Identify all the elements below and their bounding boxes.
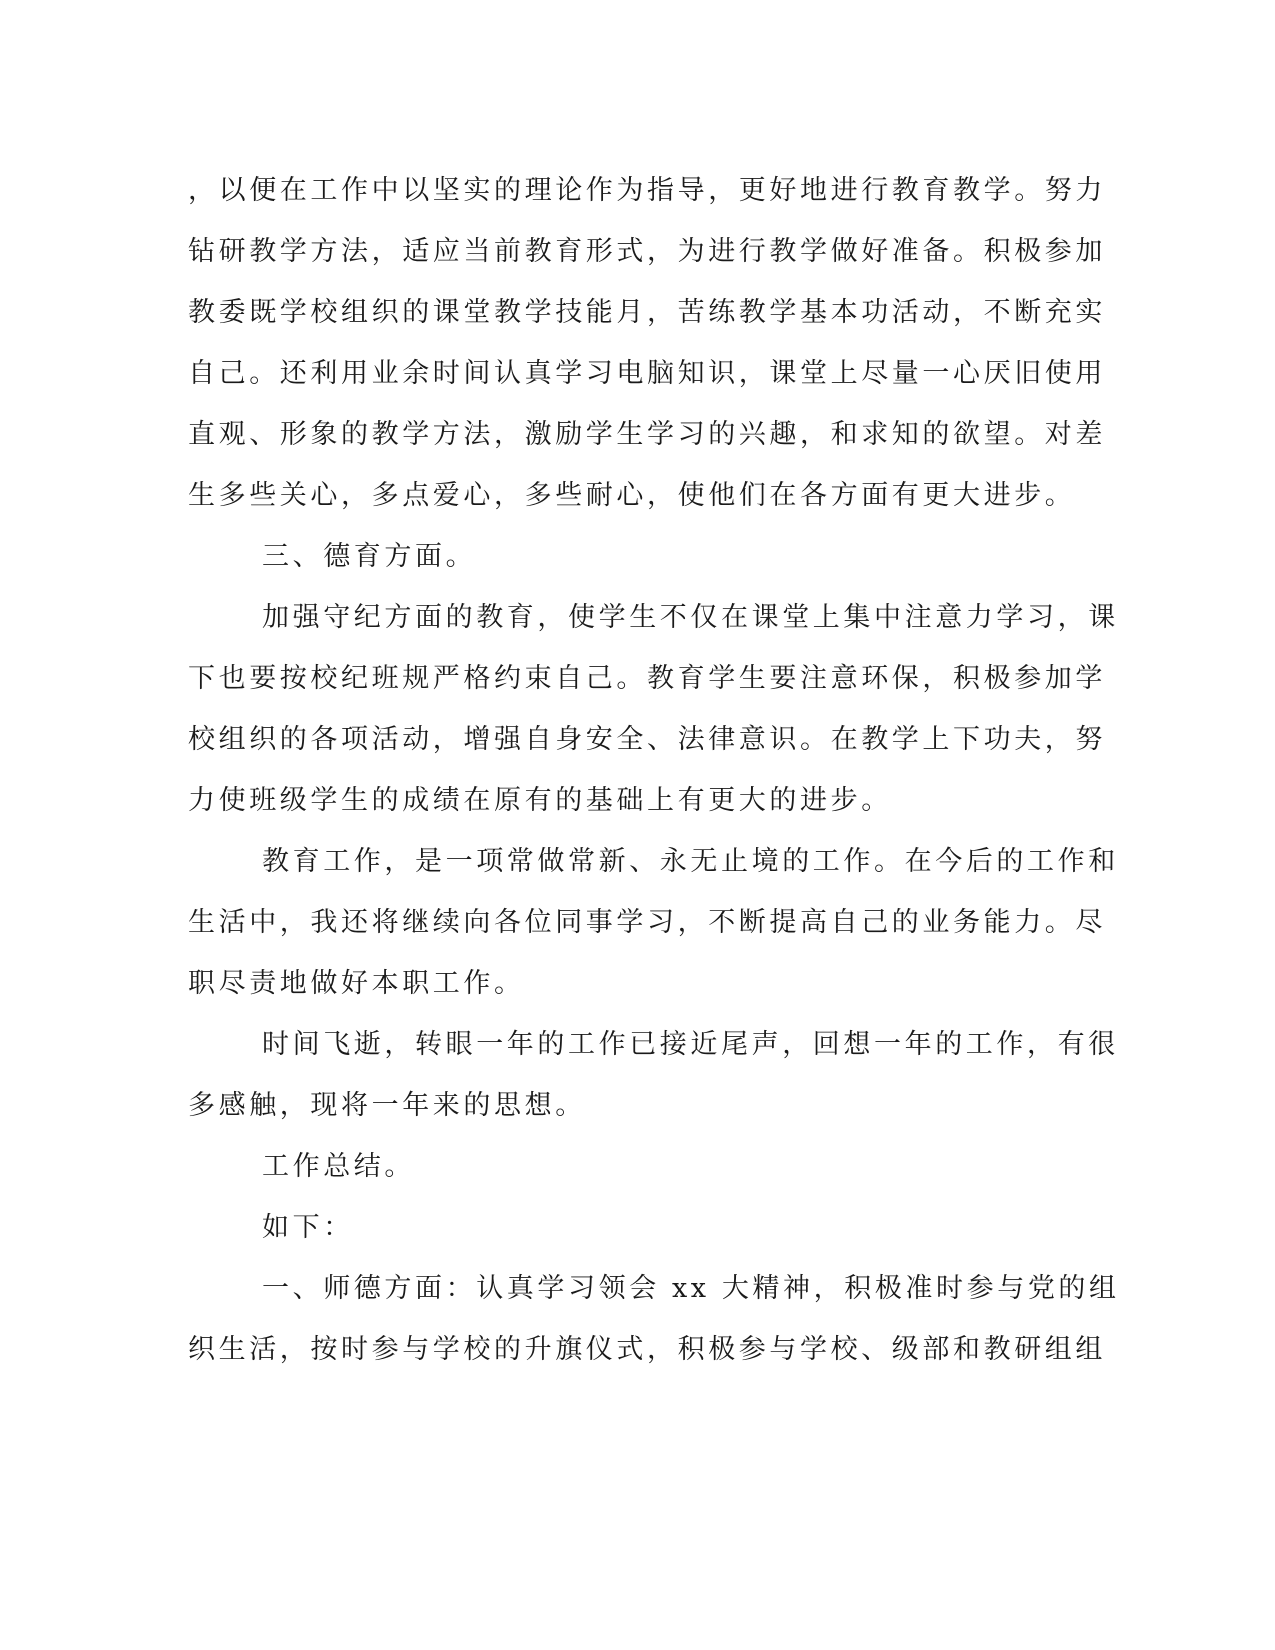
text-line: 教育工作，是一项常做常新、永无止境的工作。在今后的工作和 (262, 846, 1119, 877)
text-line: 加强守纪方面的教育，使学生不仅在课堂上集中注意力学习，课 (262, 602, 1119, 633)
text-line: 工作总结。 (262, 1151, 415, 1182)
text-line: 职尽责地做好本职工作。 (188, 968, 525, 999)
text-line: 多感触，现将一年来的思想。 (188, 1090, 586, 1121)
text-line: 生活中，我还将继续向各位同事学习，不断提高自己的业务能力。尽 (188, 907, 1106, 938)
text-line: 教委既学校组织的课堂教学技能月，苦练教学基本功活动，不断充实 (188, 297, 1106, 328)
text-line: 生多些关心，多点爱心，多些耐心，使他们在各方面有更大进步。 (188, 480, 1076, 511)
text-line: 直观、形象的教学方法，激励学生学习的兴趣，和求知的欲望。对差 (188, 419, 1106, 450)
body-text (188, 160, 1120, 1380)
text-line: 校组织的各项活动，增强自身安全、法律意识。在教学上下功夫，努 (188, 724, 1106, 755)
text-line: 织生活，按时参与学校的升旗仪式，积极参与学校、级部和教研组组 (188, 1334, 1106, 1365)
text-line: 自己。还利用业余时间认真学习电脑知识，课堂上尽量一心厌旧使用 (188, 358, 1106, 389)
text-line: 时间飞逝，转眼一年的工作已接近尾声，回想一年的工作，有很 (262, 1029, 1119, 1060)
text-line: ，以便在工作中以坚实的理论作为指导，更好地进行教育教学。努力 (188, 175, 1106, 206)
text-line: 力使班级学生的成绩在原有的基础上有更大的进步。 (188, 785, 892, 816)
text-line: 一、师德方面：认真学习领会 xx 大精神，积极准时参与党的组 (262, 1273, 1120, 1304)
text-line: 钻研教学方法，适应当前教育形式，为进行教学做好准备。积极参加 (188, 236, 1106, 267)
text-line: 如下： (262, 1212, 354, 1243)
section-heading: 三、德育方面。 (262, 541, 477, 572)
text-line: 下也要按校纪班规严格约束自己。教育学生要注意环保，积极参加学 (188, 663, 1106, 694)
